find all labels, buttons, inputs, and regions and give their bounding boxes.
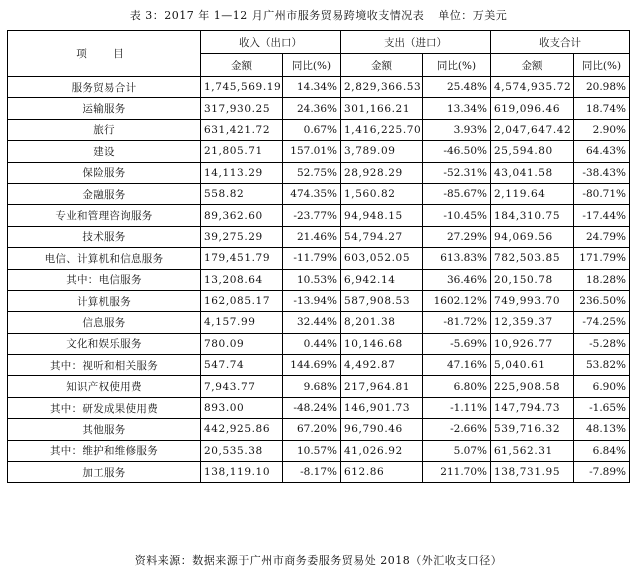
total-amount-cell: 12,359.37 — [491, 312, 574, 333]
income-amount-cell: 162,085.17 — [201, 290, 283, 311]
income-amount-cell: 893.00 — [201, 397, 283, 418]
total-yoy-cell: -80.71% — [574, 183, 630, 204]
income-amount-cell: 317,930.25 — [201, 98, 283, 119]
expense-amount-cell: 3,789.09 — [341, 141, 423, 162]
expense-amount-cell: 10,146.68 — [341, 333, 423, 354]
total-amount-cell: 25,594.80 — [491, 141, 574, 162]
income-yoy-cell: 9.68% — [283, 376, 341, 397]
total-amount-cell: 2,119.64 — [491, 183, 574, 204]
table-row — [8, 462, 630, 483]
table-row — [8, 141, 630, 162]
income-yoy-cell: -11.79% — [283, 248, 341, 269]
expense-yoy-cell: 613.83% — [423, 248, 491, 269]
trade-table — [7, 30, 630, 483]
row-item-name: 其中：视听和相关服务 — [8, 355, 201, 376]
row-item-name: 保险服务 — [8, 162, 201, 183]
total-yoy-cell: 171.79% — [574, 248, 630, 269]
income-amount-cell: 39,275.29 — [201, 226, 283, 247]
row-item-name: 其中：研发成果使用费 — [8, 397, 201, 418]
expense-amount-header: 金额 — [341, 54, 423, 77]
income-yoy-cell: 24.36% — [283, 98, 341, 119]
total-yoy-cell: -5.28% — [574, 333, 630, 354]
total-group-header: 收支合计 — [491, 31, 630, 54]
expense-yoy-cell: 1602.12% — [423, 290, 491, 311]
total-amount-cell: 10,926.77 — [491, 333, 574, 354]
total-yoy-cell: 6.84% — [574, 440, 630, 461]
expense-yoy-cell: 36.46% — [423, 269, 491, 290]
total-amount-cell: 4,574,935.72 — [491, 77, 574, 98]
expense-amount-cell: 1,416,225.70 — [341, 119, 423, 140]
income-amount-cell: 1,745,569.19 — [201, 77, 283, 98]
total-amount-cell: 225,908.58 — [491, 376, 574, 397]
expense-amount-cell: 612.86 — [341, 462, 423, 483]
expense-yoy-cell: 211.70% — [423, 462, 491, 483]
row-item-name: 旅行 — [8, 119, 201, 140]
total-yoy-header: 同比(%) — [574, 54, 630, 77]
row-item-name: 其中：电信服务 — [8, 269, 201, 290]
income-group-header: 收入（出口） — [201, 31, 341, 54]
expense-amount-cell: 8,201.38 — [341, 312, 423, 333]
income-yoy-cell: 10.53% — [283, 269, 341, 290]
table-caption — [0, 7, 637, 23]
table-row — [8, 269, 630, 290]
table-row — [8, 98, 630, 119]
expense-amount-cell: 41,026.92 — [341, 440, 423, 461]
table-row — [8, 397, 630, 418]
income-amount-cell: 138,119.10 — [201, 462, 283, 483]
row-item-name: 运输服务 — [8, 98, 201, 119]
income-amount-cell: 4,157.99 — [201, 312, 283, 333]
total-amount-cell: 749,993.70 — [491, 290, 574, 311]
income-yoy-cell: -48.24% — [283, 397, 341, 418]
expense-amount-cell: 603,052.05 — [341, 248, 423, 269]
expense-yoy-cell: 6.80% — [423, 376, 491, 397]
expense-amount-cell: 217,964.81 — [341, 376, 423, 397]
total-yoy-cell: -7.89% — [574, 462, 630, 483]
total-yoy-cell: 6.90% — [574, 376, 630, 397]
total-yoy-cell: -38.43% — [574, 162, 630, 183]
table-row — [8, 162, 630, 183]
income-amount-cell: 21,805.71 — [201, 141, 283, 162]
row-item-name: 其中：维护和维修服务 — [8, 440, 201, 461]
expense-amount-cell: 54,794.27 — [341, 226, 423, 247]
row-item-name: 电信、计算机和信息服务 — [8, 248, 201, 269]
row-item-name: 知识产权使用费 — [8, 376, 201, 397]
income-yoy-cell: 14.34% — [283, 77, 341, 98]
expense-amount-cell: 96,790.46 — [341, 419, 423, 440]
expense-amount-cell: 94,948.15 — [341, 205, 423, 226]
income-yoy-header: 同比(%) — [283, 54, 341, 77]
income-yoy-cell: 32.44% — [283, 312, 341, 333]
total-yoy-cell: -17.44% — [574, 205, 630, 226]
total-yoy-cell: 64.43% — [574, 141, 630, 162]
table-row — [8, 376, 630, 397]
table-row — [8, 440, 630, 461]
total-yoy-cell: 18.28% — [574, 269, 630, 290]
total-amount-cell: 619,096.46 — [491, 98, 574, 119]
table-row — [8, 312, 630, 333]
income-yoy-cell: 144.69% — [283, 355, 341, 376]
income-amount-cell: 179,451.79 — [201, 248, 283, 269]
total-amount-header: 金额 — [491, 54, 574, 77]
table-row — [8, 226, 630, 247]
expense-yoy-cell: 13.34% — [423, 98, 491, 119]
table-row — [8, 333, 630, 354]
total-yoy-cell: -1.65% — [574, 397, 630, 418]
source-note: 资料来源：数据来源于广州市商务委服务贸易处 2018（外汇收支口径） — [134, 554, 503, 567]
income-amount-cell: 20,535.38 — [201, 440, 283, 461]
table-row — [8, 355, 630, 376]
total-amount-cell: 2,047,647.42 — [491, 119, 574, 140]
table-row — [8, 205, 630, 226]
total-yoy-cell: 20.98% — [574, 77, 630, 98]
expense-yoy-cell: -1.11% — [423, 397, 491, 418]
total-amount-cell: 138,731.95 — [491, 462, 574, 483]
total-amount-cell: 20,150.78 — [491, 269, 574, 290]
total-yoy-cell: -74.25% — [574, 312, 630, 333]
row-item-name: 信息服务 — [8, 312, 201, 333]
total-amount-cell: 43,041.58 — [491, 162, 574, 183]
expense-yoy-header: 同比(%) — [423, 54, 491, 77]
income-yoy-cell: 21.46% — [283, 226, 341, 247]
row-item-name: 计算机服务 — [8, 290, 201, 311]
table-row — [8, 77, 630, 98]
expense-amount-cell: 1,560.82 — [341, 183, 423, 204]
expense-yoy-cell: -10.45% — [423, 205, 491, 226]
total-yoy-cell: 53.82% — [574, 355, 630, 376]
total-yoy-cell: 48.13% — [574, 419, 630, 440]
table-row — [8, 248, 630, 269]
row-item-name: 文化和娱乐服务 — [8, 333, 201, 354]
expense-group-header: 支出（进口） — [341, 31, 491, 54]
income-amount-cell: 14,113.29 — [201, 162, 283, 183]
income-yoy-cell: 0.44% — [283, 333, 341, 354]
expense-yoy-cell: -2.66% — [423, 419, 491, 440]
expense-amount-cell: 2,829,366.53 — [341, 77, 423, 98]
income-amount-cell: 442,925.86 — [201, 419, 283, 440]
expense-amount-cell: 4,492.87 — [341, 355, 423, 376]
table-row — [8, 183, 630, 204]
table-body — [8, 77, 630, 483]
income-amount-cell: 7,943.77 — [201, 376, 283, 397]
expense-yoy-cell: 5.07% — [423, 440, 491, 461]
income-amount-cell: 631,421.72 — [201, 119, 283, 140]
total-amount-cell: 94,069.56 — [491, 226, 574, 247]
expense-yoy-cell: -85.67% — [423, 183, 491, 204]
item-column-header: 项 目 — [8, 31, 201, 77]
table-row — [8, 419, 630, 440]
income-yoy-cell: -8.17% — [283, 462, 341, 483]
row-item-name: 专业和管理咨询服务 — [8, 205, 201, 226]
income-yoy-cell: 0.67% — [283, 119, 341, 140]
expense-yoy-cell: -46.50% — [423, 141, 491, 162]
income-yoy-cell: 474.35% — [283, 183, 341, 204]
expense-amount-cell: 587,908.53 — [341, 290, 423, 311]
unit-label: 单位：万美元 — [438, 9, 508, 22]
expense-yoy-cell: 25.48% — [423, 77, 491, 98]
total-amount-cell: 61,562.31 — [491, 440, 574, 461]
expense-yoy-cell: -5.69% — [423, 333, 491, 354]
row-item-name: 金融服务 — [8, 183, 201, 204]
income-amount-header: 金额 — [201, 54, 283, 77]
income-amount-cell: 547.74 — [201, 355, 283, 376]
expense-yoy-cell: -52.31% — [423, 162, 491, 183]
income-amount-cell: 89,362.60 — [201, 205, 283, 226]
expense-yoy-cell: -81.72% — [423, 312, 491, 333]
income-yoy-cell: -23.77% — [283, 205, 341, 226]
total-amount-cell: 147,794.73 — [491, 397, 574, 418]
expense-amount-cell: 146,901.73 — [341, 397, 423, 418]
table-row — [8, 290, 630, 311]
expense-yoy-cell: 3.93% — [423, 119, 491, 140]
row-item-name: 建设 — [8, 141, 201, 162]
income-yoy-cell: 67.20% — [283, 419, 341, 440]
expense-yoy-cell: 27.29% — [423, 226, 491, 247]
income-amount-cell: 780.09 — [201, 333, 283, 354]
income-yoy-cell: 52.75% — [283, 162, 341, 183]
total-yoy-cell: 24.79% — [574, 226, 630, 247]
total-amount-cell: 184,310.75 — [491, 205, 574, 226]
income-yoy-cell: 157.01% — [283, 141, 341, 162]
income-amount-cell: 558.82 — [201, 183, 283, 204]
total-amount-cell: 539,716.32 — [491, 419, 574, 440]
expense-amount-cell: 301,166.21 — [341, 98, 423, 119]
total-yoy-cell: 2.90% — [574, 119, 630, 140]
row-item-name: 其他服务 — [8, 419, 201, 440]
table-row — [8, 119, 630, 140]
expense-yoy-cell: 47.16% — [423, 355, 491, 376]
row-item-name: 服务贸易合计 — [8, 77, 201, 98]
income-amount-cell: 13,208.64 — [201, 269, 283, 290]
row-item-name: 技术服务 — [8, 226, 201, 247]
total-amount-cell: 5,040.61 — [491, 355, 574, 376]
income-yoy-cell: -13.94% — [283, 290, 341, 311]
total-yoy-cell: 236.50% — [574, 290, 630, 311]
expense-amount-cell: 28,928.29 — [341, 162, 423, 183]
income-yoy-cell: 10.57% — [283, 440, 341, 461]
total-yoy-cell: 18.74% — [574, 98, 630, 119]
table-title: 表 3：2017 年 1—12 月广州市服务贸易跨境收支情况表 — [129, 9, 425, 22]
total-amount-cell: 782,503.85 — [491, 248, 574, 269]
expense-amount-cell: 6,942.14 — [341, 269, 423, 290]
row-item-name: 加工服务 — [8, 462, 201, 483]
